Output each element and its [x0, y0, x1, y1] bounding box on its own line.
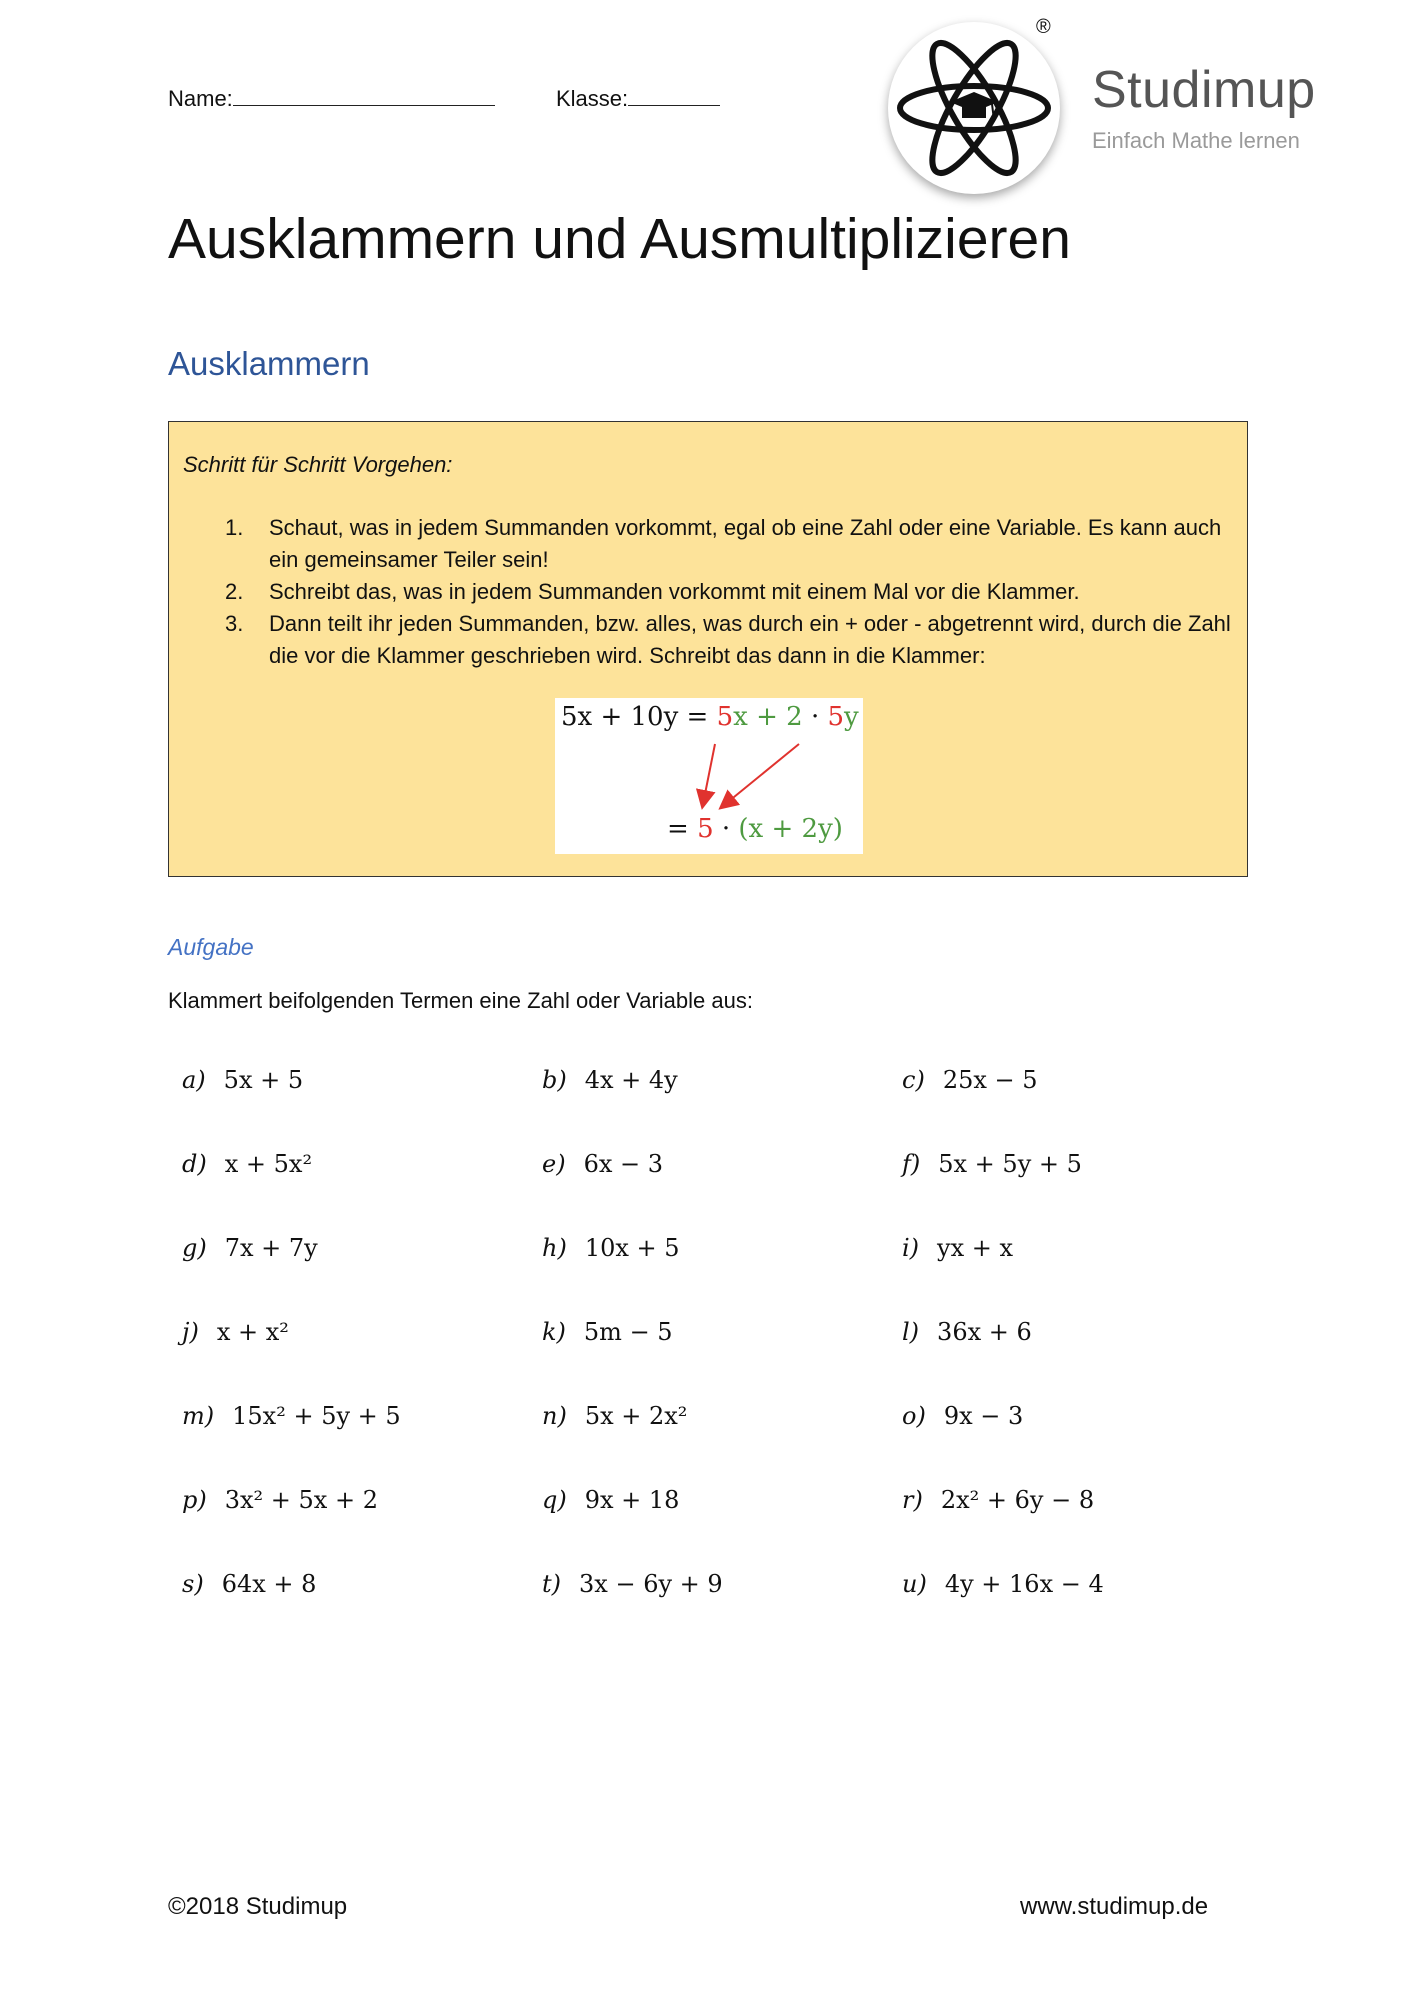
exercise-item	[542, 1150, 663, 1178]
exercise-label: a)	[182, 1066, 206, 1094]
class-field[interactable]	[556, 86, 720, 112]
exercise-term: 5x + 5	[223, 1066, 304, 1094]
exercise-label: k)	[542, 1318, 566, 1346]
registered-mark: ®	[1036, 16, 1051, 38]
step-text: Schreibt das, was in jedem Summanden vorkommt mit einem Mal vor die Klammer.	[269, 579, 1080, 604]
exercise-item	[182, 1234, 318, 1262]
exercise-label: b)	[542, 1066, 567, 1094]
example-part-1: x + 2	[733, 702, 803, 732]
brand-tagline: Einfach Mathe lernen	[1092, 128, 1300, 153]
exercise-label: g)	[182, 1234, 207, 1262]
step-number: 2.	[225, 579, 244, 604]
exercise-label: o)	[902, 1402, 926, 1430]
steps-box	[168, 421, 1248, 877]
example-line-2	[667, 814, 843, 844]
arrow-icon	[723, 744, 799, 806]
task-heading: Aufgabe	[168, 934, 254, 960]
exercise-label: f)	[902, 1150, 921, 1178]
example-dot: ·	[713, 814, 739, 844]
exercise-term: 5x + 2x²	[584, 1402, 688, 1430]
exercise-term: 7x + 7y	[224, 1234, 318, 1262]
step-number: 3.	[225, 611, 244, 636]
exercise-item	[182, 1150, 312, 1178]
exercise-label: p)	[182, 1486, 207, 1514]
exercise-term: 5x + 5y + 5	[938, 1150, 1082, 1178]
name-blank-line[interactable]	[233, 87, 495, 106]
example-result-bracket: (x + 2y)	[738, 814, 843, 844]
exercise-term: 4x + 4y	[584, 1066, 678, 1094]
example-illustration	[555, 698, 863, 854]
exercise-label: u)	[902, 1570, 927, 1598]
exercise-label: t)	[542, 1570, 562, 1598]
step-item	[183, 608, 1233, 672]
exercise-label: j)	[182, 1318, 199, 1346]
brand-name: Studimup	[1092, 61, 1316, 119]
exercise-label: r)	[902, 1486, 923, 1514]
exercise-item	[902, 1066, 1038, 1094]
exercise-term: 6x − 3	[583, 1150, 664, 1178]
class-blank-line[interactable]	[628, 87, 720, 106]
section-title: Ausklammern	[168, 345, 370, 382]
example-dot: ·	[802, 702, 828, 732]
step-item	[183, 512, 1233, 576]
name-field[interactable]	[168, 86, 495, 112]
example-term: 5x + 10y =	[561, 702, 717, 732]
exercise-term: 4y + 16x − 4	[944, 1570, 1104, 1598]
exercise-term: 15x² + 5y + 5	[232, 1402, 401, 1430]
exercise-item	[182, 1486, 378, 1514]
exercise-term: x + 5x²	[224, 1150, 313, 1178]
exercise-item	[542, 1486, 679, 1514]
exercise-item	[182, 1570, 316, 1598]
exercise-term: 3x² + 5x + 2	[224, 1486, 378, 1514]
exercise-item	[902, 1234, 1013, 1262]
exercise-label: q)	[542, 1486, 567, 1514]
exercise-term: 25x − 5	[942, 1066, 1038, 1094]
exercise-item	[542, 1234, 680, 1262]
exercise-item	[902, 1486, 1094, 1514]
exercise-item	[542, 1570, 723, 1598]
steps-intro: Schritt für Schritt Vorgehen:	[183, 452, 453, 477]
exercise-term: 2x² + 6y − 8	[940, 1486, 1095, 1514]
exercise-label: d)	[182, 1150, 207, 1178]
example-equals: =	[667, 814, 698, 844]
exercise-term: 64x + 8	[221, 1570, 317, 1598]
exercise-item	[542, 1318, 673, 1346]
name-label: Name:	[168, 86, 233, 111]
example-factor-2: 5	[827, 702, 845, 732]
exercise-term: 36x + 6	[937, 1318, 1032, 1346]
class-label: Klasse:	[556, 86, 629, 111]
example-result-factor: 5	[697, 814, 714, 844]
exercise-term: 3x − 6y + 9	[579, 1570, 723, 1598]
exercise-item	[902, 1318, 1032, 1346]
exercise-term: yx + x	[937, 1234, 1014, 1262]
exercise-term: 5m − 5	[583, 1318, 673, 1346]
exercise-item	[902, 1570, 1104, 1598]
exercise-item	[182, 1402, 401, 1430]
exercise-label: n)	[542, 1402, 567, 1430]
example-factor-1: 5	[716, 702, 734, 732]
exercise-label: i)	[902, 1234, 920, 1262]
exercise-term: x + x²	[216, 1318, 289, 1346]
arrow-icon	[703, 744, 715, 804]
exercise-label: s)	[182, 1570, 204, 1598]
exercise-item	[182, 1318, 289, 1346]
step-text: Dann teilt ihr jeden Summanden, bzw. alles, was durch ein + oder - abgetrennt wird, durch die Zahl die vor die Klammer geschrieben wird. Schreibt das dann in die Klammer:	[269, 611, 1231, 668]
exercise-item	[182, 1066, 303, 1094]
exercise-item	[542, 1402, 687, 1430]
exercise-item	[542, 1066, 678, 1094]
steps-list	[183, 512, 1233, 672]
step-text: Schaut, was in jedem Summanden vorkommt, egal ob eine Zahl oder eine Variable. Es kann auch ein gemeinsamer Teiler sein!	[269, 515, 1222, 572]
page-title: Ausklammern und Ausmultiplizieren	[168, 207, 1071, 271]
task-instruction: Klammert beifolgenden Termen eine Zahl oder Variable aus:	[168, 988, 753, 1013]
studimup-logo	[888, 22, 1060, 194]
exercise-item	[902, 1150, 1082, 1178]
step-item	[183, 576, 1233, 608]
atom-icon	[888, 22, 1060, 194]
exercise-label: c)	[902, 1066, 925, 1094]
exercise-label: m)	[182, 1402, 215, 1430]
step-number: 1.	[225, 515, 244, 540]
footer-copyright: ©2018 Studimup	[168, 1893, 348, 1920]
exercise-label: l)	[902, 1318, 920, 1346]
exercise-label: e)	[542, 1150, 566, 1178]
exercise-item	[902, 1402, 1023, 1430]
exercise-term: 9x + 18	[584, 1486, 680, 1514]
exercise-term: 9x − 3	[943, 1402, 1024, 1430]
example-part-2: y	[844, 702, 859, 732]
exercise-term: 10x + 5	[584, 1234, 680, 1262]
footer-website[interactable]: www.studimup.de	[1020, 1893, 1209, 1920]
exercise-label: h)	[542, 1234, 567, 1262]
